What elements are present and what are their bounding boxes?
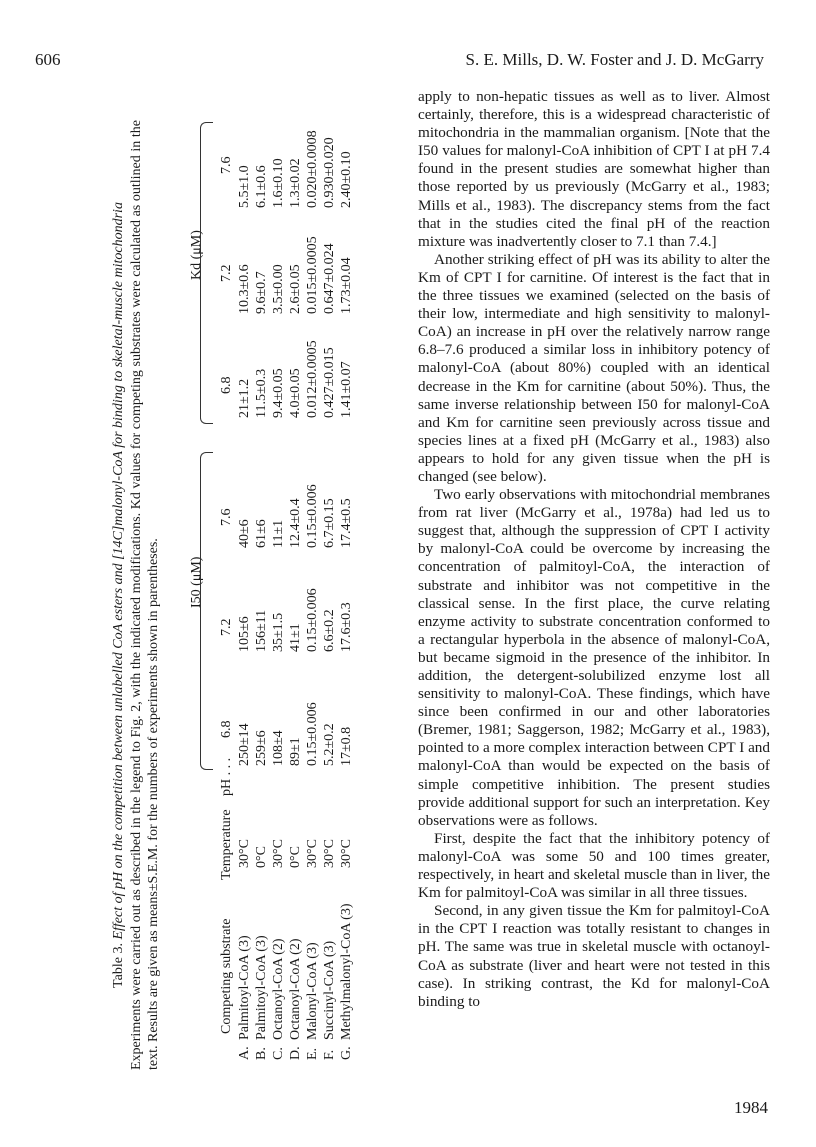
- kd-value: 0.647±0.024: [322, 243, 337, 314]
- i50-value: 5.2±0.2: [322, 723, 337, 766]
- i50-value: 89±1: [288, 737, 303, 766]
- kd-value: 10.3±0.6: [237, 264, 252, 314]
- table-description: Experiments were carried out as described in the legend to Fig. 2, with the indicated modifications. Kd values for competing substrates were calculated as outlined in the text. Results are given as means±S.E.M. for the numbers of experiments shown in parentheses.: [129, 120, 161, 1070]
- row-temperature: 30°C: [322, 839, 337, 868]
- col-header-ph-value: 7.2: [219, 618, 234, 636]
- table-row: [338, 120, 355, 1070]
- kd-value: 1.3±0.02: [288, 158, 303, 208]
- row-temperature: 0°C: [254, 846, 269, 868]
- row-label: G.: [339, 1046, 354, 1060]
- i50-value: 40±6: [237, 519, 252, 548]
- kd-value: 1.41±0.07: [339, 361, 354, 418]
- i50-value: 17.6±0.3: [339, 602, 354, 652]
- row-temperature: 30°C: [237, 839, 252, 868]
- col-header-substrate: Competing substrate: [219, 918, 234, 1034]
- i50-value: 6.6±0.2: [322, 609, 337, 652]
- kd-value: 1.73±0.04: [339, 257, 354, 314]
- row-temperature: 30°C: [339, 839, 354, 868]
- row-temperature: 30°C: [305, 839, 320, 868]
- table-caption-text: Effect of pH on the competition between unlabelled CoA esters and [14C]malonyl-CoA for binding to skeletal-muscle mitochondria: [111, 202, 126, 940]
- kd-value: 5.5±1.0: [237, 165, 252, 208]
- table-caption: [110, 120, 127, 1070]
- col-header-ph: pH . . .: [219, 757, 234, 796]
- col-header-temperature: Temperature: [219, 809, 234, 880]
- i50-value: 61±6: [254, 519, 269, 548]
- table-3: [110, 120, 400, 1070]
- body-paragraph: Another striking effect of pH was its ability to alter the Km of CPT I for carnitine. Of interest is the fact that in the three tissues we examined (selected on the basis of their low, intermediate and high sensitivity to malonyl-CoA) an increase in pH over the relatively narrow range 6.8–7.6 produced a similar loss in inhibitory potency of malonyl-CoA (about 80%) coupled with an identical decrease in the Km for carnitine (about 50%). Thus, the same inverse relationship between I50 for malonyl-CoA and Km for carnitine seen previously across tissue and species lines at a fixed pH (McGarry et al., 1983) also appears to hold for any given tissue when the pH is changed (see below).: [418, 250, 770, 485]
- table-row: [253, 120, 270, 1070]
- i50-value: 108±4: [271, 730, 286, 766]
- row-label: F.: [322, 1049, 337, 1060]
- table-row: [321, 120, 338, 1070]
- i50-value: 35±1.5: [271, 612, 286, 652]
- kd-value: 0.015±0.0005: [305, 236, 320, 314]
- table-number: Table 3.: [111, 943, 126, 988]
- kd-value: 6.1±0.6: [254, 165, 269, 208]
- row-temperature: 0°C: [288, 846, 303, 868]
- i50-value: 0.15±0.006: [305, 588, 320, 652]
- row-substrate: Malonyl-CoA (3): [305, 942, 320, 1040]
- col-header-ph-value: 7.6: [219, 508, 234, 526]
- i50-group-header: I50 (μM): [189, 556, 204, 608]
- i50-value: 105±6: [237, 616, 252, 652]
- i50-brace: [200, 452, 213, 770]
- col-header-ph-value: 7.6: [219, 156, 234, 174]
- row-label: A.: [237, 1046, 252, 1060]
- kd-value: 9.4±0.05: [271, 368, 286, 418]
- kd-value: 3.5±0.00: [271, 264, 286, 314]
- kd-value: 0.020±0.0008: [305, 130, 320, 208]
- row-substrate: Palmitoyl-CoA (3): [237, 935, 252, 1040]
- table-body: [236, 120, 355, 1070]
- row-label: D.: [288, 1046, 303, 1060]
- i50-value: 156±11: [254, 609, 269, 652]
- row-label: E.: [305, 1047, 320, 1060]
- body-text-column: [418, 88, 770, 1011]
- i50-value: 250±14: [237, 723, 252, 766]
- i50-value: 11±1: [271, 519, 286, 548]
- col-header-ph-value: 6.8: [219, 720, 234, 738]
- col-header-ph-value: 6.8: [219, 376, 234, 394]
- body-paragraph: Second, in any given tissue the Km for palmitoyl-CoA in the CPT I reaction was totally resistant to changes in pH. The same was true in skeletal muscle with octanoyl-CoA as substrate (liver and heart were not tested in this case). In striking contrast, the Kd for malonyl-CoA binding to: [418, 902, 770, 1010]
- col-header-ph-value: 7.2: [219, 264, 234, 282]
- row-substrate: Succinyl-CoA (3): [322, 940, 337, 1040]
- page-number: 606: [35, 50, 61, 69]
- table-row: [236, 120, 253, 1070]
- body-paragraph: apply to non-hepatic tissues as well as to liver. Almost certainly, therefore, this is a widespread characteristic of mitochondria in the mammalian organism. [Note that the I50 values for malonyl-CoA inhibition of CPT I at pH 7.4 found in the present studies are somewhat higher than those reported by us previously (McGarry et al., 1983; Mills et al., 1983). The discrepancy stems from the fact that in the studies cited the final pH of the reaction mixture was inadvertently closer to 7.1 than 7.4.]: [418, 88, 770, 250]
- kd-group-header: Kd (μM): [189, 230, 204, 280]
- i50-value: 12.4±0.4: [288, 498, 303, 548]
- body-paragraph: First, despite the fact that the inhibitory potency of malonyl-CoA was some 50 and 100 times greater, respectively, in heart and skeletal muscle than in liver, the Km for palmitoyl-CoA was similar in all three tissues.: [418, 829, 770, 902]
- row-temperature: 30°C: [271, 839, 286, 868]
- row-substrate: Octanoyl-CoA (2): [271, 938, 286, 1040]
- i50-value: 17±0.8: [339, 726, 354, 766]
- table-row: [270, 120, 287, 1070]
- kd-value: 0.012±0.0005: [305, 340, 320, 418]
- row-label: B.: [254, 1047, 269, 1060]
- kd-value: 0.930±0.020: [322, 137, 337, 208]
- row-substrate: Methylmalonyl-CoA (3): [339, 903, 354, 1040]
- kd-value: 2.6±0.05: [288, 264, 303, 314]
- table-row: [287, 120, 304, 1070]
- footer-code: 1984: [734, 1098, 768, 1117]
- row-substrate: Octanoyl-CoA (2): [288, 938, 303, 1040]
- i50-value: 41±1: [288, 623, 303, 652]
- kd-value: 4.0±0.05: [288, 368, 303, 418]
- body-paragraph: Two early observations with mitochondrial membranes from rat liver (McGarry et al., 1978a) had led us to suggest that, although the suppression of CPT I activity by malonyl-CoA could be overcome by increasing the concentration of palmitoyl-CoA, the interaction of substrate and inhibitor was not competitive in the classical sense. In the first place, the curve relating enzyme activity to substrate concentration conformed to a rectangular hyperbola in the absence of malonyl-CoA, but became sigmoid in the presence of the inhibitor. In addition, the detergent-solubilized enzyme lost all sensitivity to malonyl-CoA. These findings, which have since been confirmed in our and other laboratories (Bremer, 1981; Saggerson, 1982; McGarry et al., 1983), pointed to a more complex interaction between CPT I and malonyl-CoA than would be expected on the basis of simple competitive inhibition. The present studies provide additional support for such an interpretation. Key observations were as follows.: [418, 486, 770, 829]
- kd-value: 9.6±0.7: [254, 271, 269, 314]
- row-substrate: Palmitoyl-CoA (3): [254, 935, 269, 1040]
- i50-value: 0.15±0.006: [305, 484, 320, 548]
- kd-value: 11.5±0.3: [254, 368, 269, 418]
- row-label: C.: [271, 1047, 286, 1060]
- i50-value: 259±6: [254, 730, 269, 766]
- i50-value: 6.7±0.15: [322, 498, 337, 548]
- kd-value: 0.427±0.015: [322, 347, 337, 418]
- kd-value: 1.6±0.10: [271, 158, 286, 208]
- kd-brace: [200, 122, 213, 424]
- table-row: [304, 120, 321, 1070]
- kd-value: 2.40±0.10: [339, 151, 354, 208]
- i50-value: 0.15±0.006: [305, 702, 320, 766]
- kd-value: 21±1.2: [237, 378, 252, 418]
- i50-value: 17.4±0.5: [339, 498, 354, 548]
- running-head-authors: S. E. Mills, D. W. Foster and J. D. McGarry: [465, 50, 764, 69]
